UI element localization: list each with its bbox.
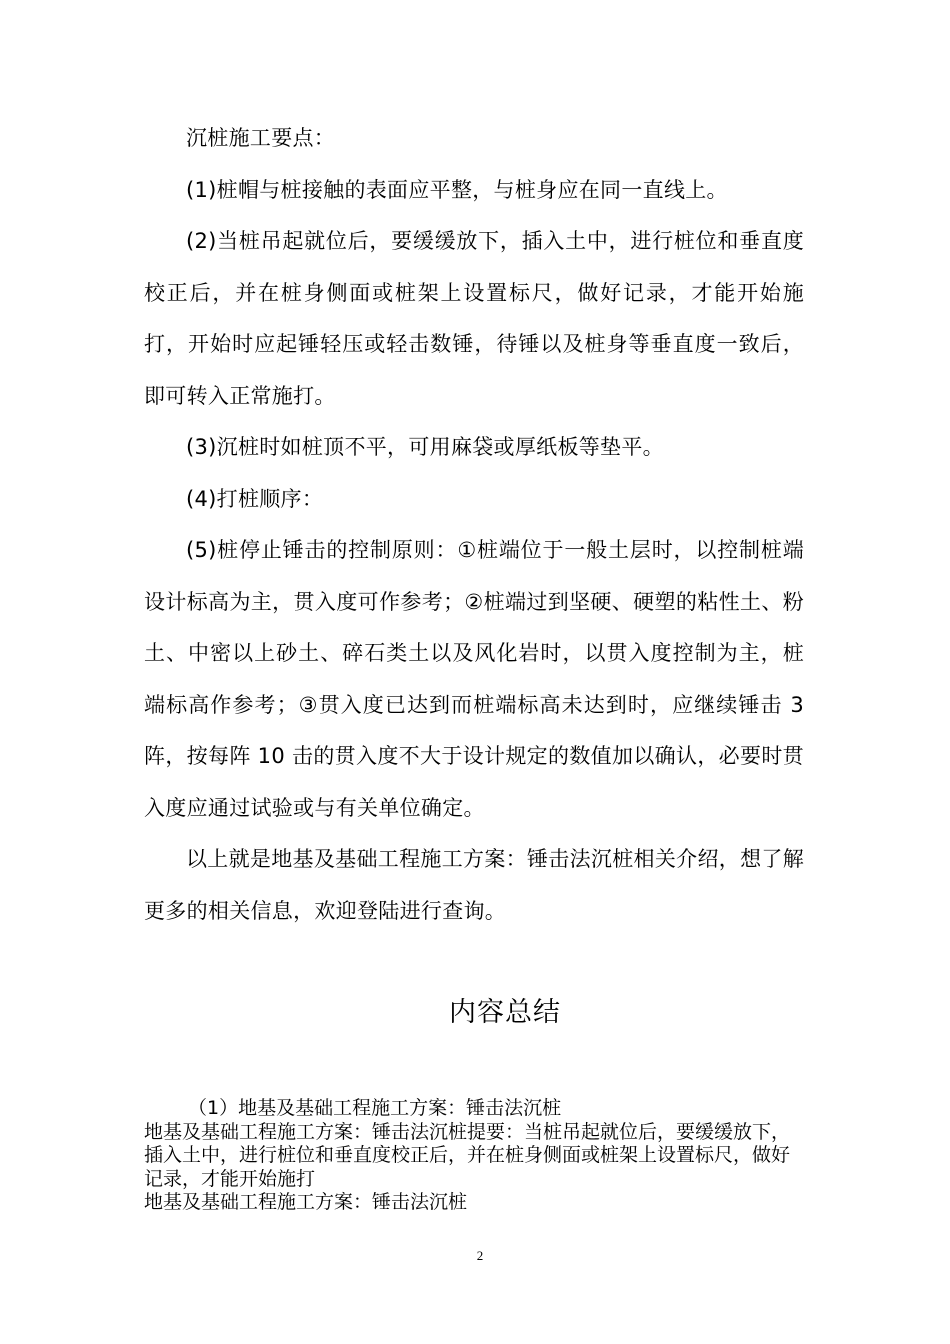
body-text: [144, 113, 804, 937]
paragraph-point-4: (4)打桩顺序：: [186, 486, 324, 511]
summary-section: [144, 1097, 804, 1215]
paragraph-closing: 以上就是地基及基础工程施工方案：锤击法沉桩相关介绍，想了解更多的相关信息，欢迎登陆进行查询。: [144, 847, 804, 923]
paragraph-point-5: (5)桩停止锤击的控制原则：①桩端位于一般土层时，以控制桩端设计标高为主，贯入度可作参考；②桩端过到坚硬、硬塑的粘性土、粉土、中密以上砂土、碎石类土以及风化岩时，以贯入度控制为主，桩端标高作参考；③贯入度已达到而桩端标高未达到时，应继续锤击 3 阵，按每阵 10 击的贯入度不大于设计规定的数值加以确认，必要时贯入度应通过试验或与有关单位确定。: [144, 538, 804, 820]
paragraph-intro: 沉桩施工要点：: [186, 126, 336, 150]
summary-line-source: 地基及基础工程施工方案：锤击法沉桩: [144, 1191, 468, 1213]
paragraph-point-3: (3)沉桩时如桩顶不平，可用麻袋或厚纸板等垫平。: [186, 435, 664, 459]
summary-line-heading: （1）地基及基础工程施工方案：锤击法沉桩: [188, 1097, 562, 1119]
page-number: 2: [476, 1248, 484, 1263]
paragraph-point-1: (1)桩帽与桩接触的表面应平整，与桩身应在同一直线上。: [186, 177, 728, 202]
summary-line-abstract: 地基及基础工程施工方案：锤击法沉桩提要：当桩吊起就位后，要缓缓放下，插入土中，进行桩位和垂直度校正后，并在桩身侧面或桩架上设置标尺，做好记录，才能开始施打: [144, 1120, 791, 1190]
summary-title: 内容总结: [449, 997, 561, 1028]
paragraph-point-2: (2)当桩吊起就位后，要缓缓放下，插入土中，进行桩位和垂直度校正后，并在桩身侧面或桩架上设置标尺，做好记录，才能开始施打，开始时应起锤轻压或轻击数锤，待锤以及桩身等垂直度一致后，即可转入正常施打。: [144, 229, 804, 408]
